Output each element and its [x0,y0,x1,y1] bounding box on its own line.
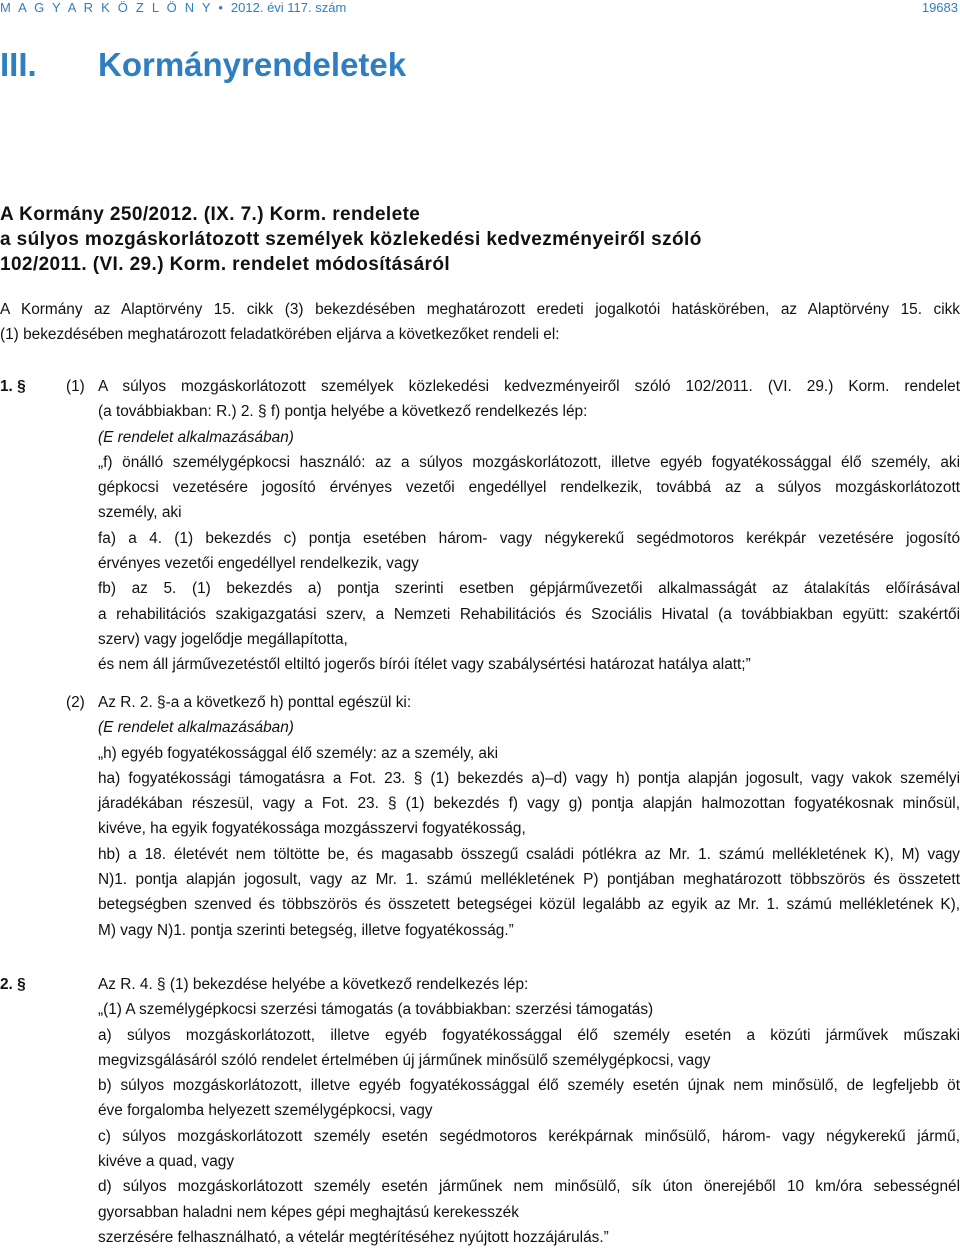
text-line: személy, aki [98,504,182,522]
publication-name: M A G Y A R K Ö Z L Ö N Y [0,0,213,15]
text-line: érvényes vezetői engedéllyel rendelkezik, vagy [98,555,419,573]
text-line: hb) a 18. életévét nem töltötte be, és magasabb összegű családi pótlékra az Mr. 1. számú mellékletének K), M) vagy [98,845,960,863]
page-number: 19683 [921,0,958,15]
article-number: 1. § [0,378,26,395]
text-line: a) súlyos mozgáskorlátozott, illetve egyéb fogyatékossággal élő személy esetén a közúti járművek műszaki [98,1026,960,1044]
text-line: gyorsabban haladni nem képes gépi meghajtású kerekesszék [98,1203,519,1221]
decree-title-line: a súlyos mozgáskorlátozott személyek közlekedési kedvezményeiről szóló [0,229,702,250]
text-line: szerzésére felhasználható, a vételár megtérítéséhez nyújtott hozzájárulás.” [98,1228,609,1246]
text-line: b) súlyos mozgáskorlátozott, illetve egyéb fogyatékossággal élő személy esetén újnak nem minősülő, de legfeljebb öt [98,1077,960,1095]
text-line: és nem áll járművezetéstől eltiltó jogerős bírói ítélet vagy szabálysértési határozat hatálya alatt;” [98,656,751,674]
decree-title-line: A Kormány 250/2012. (IX. 7.) Korm. rendelete [0,204,421,225]
paragraph-1-body [98,374,960,678]
preamble-line: (1) bekezdésében meghatározott feladatkörében eljárva a következőket rendeli el: [0,326,560,344]
article-2-body [98,972,960,1250]
running-header [0,0,346,15]
text-line: N)1. pontja alapján jogosult, vagy az Mr. 1. számú mellékletének P) pontjában meghatározott többszörös és összetett [98,871,960,889]
text-line: éve forgalomba helyezett személygépkocsi, vagy [98,1102,433,1120]
preamble-line: A Kormány az Alaptörvény 15. cikk (3) bekezdésében meghatározott eredeti jogalkotói hatáskörében, az Alaptörvény 15. cikk [0,301,960,318]
text-line: A súlyos mozgáskorlátozott személyek közlekedési kedvezményeiről szóló 102/2011. (VI. 29.) Korm. rendelet [98,378,960,395]
text-line: szerv) vagy jogelődje megállapította, [98,630,348,648]
text-line: a rehabilitációs szakigazgatási szerv, a Nemzeti Rehabilitációs és Szociális Hivatal (a továbbiakban együtt: szakértői [98,605,960,623]
text-line: megvizsgálásáról szóló rendelet értelmében új járműnek minősülő személygépkocsi, vagy [98,1051,711,1069]
text-line: „h) egyéb fogyatékossággal élő személy: az a személy, aki [98,744,499,762]
article-number: 2. § [0,976,26,993]
text-line: M) vagy N)1. pontja szerinti betegség, illetve fogyatékosság.” [98,921,514,939]
section-title: Kormányrendeletek [98,46,407,83]
text-line: (E rendelet alkalmazásában) [98,428,294,446]
text-line: „f) önálló személygépkocsi használó: az a súlyos mozgáskorlátozott, illetve egyéb fogyatékossággal élő személy, aki [98,453,960,471]
text-line: gépkocsi vezetésére jogosító érvényes vezetői engedéllyel rendelkezik, továbbá az a súlyos mozgáskorlátozott [98,479,960,497]
header-bullet: • [218,0,226,15]
text-line: d) súlyos mozgáskorlátozott személy esetén járműnek nem minősülő, sík úton önerejéből 10 km/óra sebességnél [98,1178,960,1196]
text-line: fa) a 4. (1) bekezdés c) pontja esetében három- vagy négykerekű segédmotoros kerékpár vezetésére jogosító [98,529,960,547]
text-line: Az R. 2. §-a a következő h) ponttal egészül ki: [98,694,412,711]
section-numeral: III. [0,46,37,83]
paragraph-number: (2) [66,694,85,711]
text-line: kivéve, ha egyik fogyatékossága mozgásszervi fogyatékosság, [98,820,526,838]
text-line: Az R. 4. § (1) bekezdése helyébe a következő rendelkezés lép: [98,976,529,993]
text-line: c) súlyos mozgáskorlátozott személy esetén segédmotoros kerékpárnak minősülő, három- vagy négykerekű jármű, [98,1127,960,1145]
text-line: járadékában részesül, vagy a Fot. 23. § (1) bekezdés f) vagy g) pontja alapján halmozottan fogyatékosnak minősül, [98,795,960,813]
text-line: kivéve a quad, vagy [98,1153,235,1171]
text-line: fb) az 5. (1) bekezdés a) pontja szerinti esetben gépjárművezetői alkalmasságát az átalakítás előírásával [98,580,960,598]
decree-title-line: 102/2011. (VI. 29.) Korm. rendelet módosításáról [0,254,451,275]
preamble [0,297,960,348]
text-line: betegségben szenved és többszörös és összetett betegségei közül legalább az egyik az Mr. 1. számú mellékletének K), [98,896,960,914]
text-line: „(1) A személygépkocsi szerzési támogatás (a továbbiakban: szerzési támogatás) [98,1001,654,1019]
issue-label: 2012. évi 117. szám [230,0,347,15]
paragraph-2-body [98,690,960,943]
text-line: ha) fogyatékossági támogatásra a Fot. 23. § (1) bekezdés a)–d) vagy h) pontja alapján jogosult, vagy vakok személyi [98,769,960,787]
decree-title [0,202,960,277]
paragraph-number: (1) [66,378,85,395]
text-line: (E rendelet alkalmazásában) [98,719,294,737]
text-line: (a továbbiakban: R.) 2. § f) pontja helyébe a következő rendelkezés lép: [98,403,588,421]
section-heading [0,46,407,84]
